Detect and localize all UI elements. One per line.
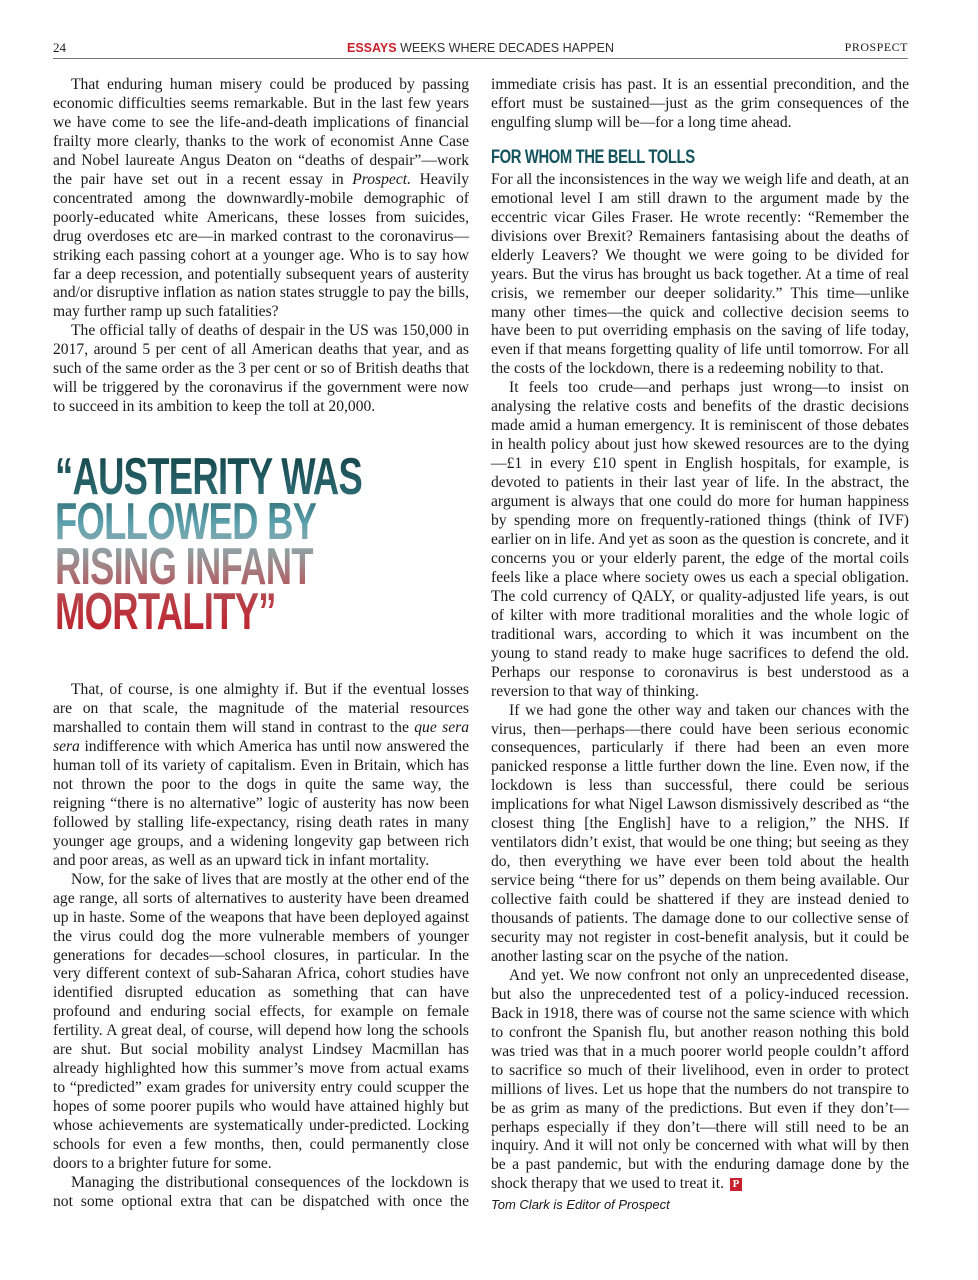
article-title: WEEKS WHERE DECADES HAPPEN xyxy=(400,41,614,55)
paragraph: If we had gone the other way and taken our chances with the virus, then—perhaps—there could have been serious economic consequences, particularly if there had been an even more panicked response a little further down the line. Even now, if the lockdown is less than successful, there could be serious implications for what Nigel Lawson dismissively described as “the closest thing [the English] have to a religion,” the NHS. If ventilators didn’t exist, that would be one thing; but seeing as they do, then everything we have ever been told about the health service being “there for us” depends on them being available. Our collective faith could be shattered if they are instead denied to thousands of patients. The damage done to our collective sense of security may not register in cost-benefit analysis, but it could be another lasting scar on the psyche of the nation. xyxy=(491,701,909,965)
text: indifference with which America has until now answered the human toll of its variety of capitalism. Even in Britain, which has not thrown the poor to the dogs in quite the same way, the reigning “there is no alternative” logic of austerity has now been followed by stalling life-expectancy, rising death rates in many younger age groups, and a widening longevity gap between rich and poor areas, as well as an upward tick in infant mortality. xyxy=(53,738,469,869)
left-column xyxy=(53,76,469,1212)
text: That enduring human misery could be produced by passing economic difficulties seems remarkable. But in the last few years we have come to see the life-and-death implications of financial frailty more clearly, thanks to the work of economist Anne Case and Nobel laureate Angus Deaton on “deaths of despair”—work the pair have set out in a recent essay in xyxy=(53,76,469,188)
byline: Tom Clark is Editor of Prospect xyxy=(491,1197,670,1213)
paragraph: Now, for the sake of lives that are mostly at the other end of the age range, all sorts of alternatives to austerity have been dreamed up in haste. Some of the weapons that have been deployed against the virus could dog the more vulnerable members of younger generations for decades—school closures, in particular. In the very different context of sub-Saharan Africa, cohort studies have identified disrupted education as something that can have profound and enduring social effects, for example on female fertility. A great deal, of course, will depend how long the schools are shut. But social mobility analyst Lindsey Macmillan has already highlighted how this summer’s move from actual exams to “predicted” exam grades for university entry could scupper the hopes of some poorer pupils who would have attained highly but whose achievements are systematically under-predicted. Locking schools for even a few months, then, could permanently close doors to a brighter future for some. xyxy=(53,870,469,1172)
pull-quote-line: MORTALITY” xyxy=(55,583,276,641)
running-header xyxy=(53,40,908,59)
text: And yet. We now confront not only an unprecedented disease, but also the unprecedented test of a policy-induced recession. Back in 1918, there was of course not the same science with which to confront the Spanish flu, but another reason nothing this bold was tried was that in a much poorer world people couldn’t afford to sacrifice so much of their livelihood, even in order to protect millions of lives. Let us hope that the numbers do not transpire to be as grim as many of the predictions. But even if they don’t—perhaps especially if they don’t—there will still need to be an inquiry. And it will not only be concerned with what will by then be a past pandemic, but with the enduring damage done by the shock therapy that we used to treat it. xyxy=(491,966,909,1193)
section-title xyxy=(53,41,908,55)
paragraph: Managing the distributional consequences of the lockdown is not some optional extra that can be dispatched with once the xyxy=(53,1173,469,1210)
paragraph xyxy=(53,76,469,322)
paragraph: immediate crisis has past. It is an essential precondition, and the effort must be sustained—just as the grim consequences of the engulfing slump will be—for a long time ahead. xyxy=(491,76,909,131)
pull-quote-line: FOLLOWED BY xyxy=(55,493,317,551)
section-label: ESSAYS xyxy=(347,41,397,55)
italic-text: Prospect. xyxy=(352,170,412,188)
pull-quote-line: RISING INFANT xyxy=(55,538,313,596)
paragraph: For all the inconsistences in the way we weigh life and death, at an emotional level I am still drawn to the argument made by the eccentric vicar Giles Fraser. He wrote recently: “Remember the divisions over Brexit? Remainers fantasising about the deaths of elderly Leavers? We thought we were going to be divided for years. But the virus has brought us back together. At a time of real crisis, we remember our deeper solidarity.” This time—unlike many other times—the quick and collective decision seems to have been to put overriding emphasis on the saving of life today, even if that means forgetting quality of life until tomorrow. For all the costs of the lockdown, there is a redeeming nobility to that. xyxy=(491,170,909,378)
end-mark-icon: P xyxy=(730,1178,742,1191)
magazine-name: PROSPECT xyxy=(844,40,908,54)
paragraph xyxy=(53,681,469,871)
paragraph: It feels too crude—and perhaps just wrong—to insist on analysing the relative costs and benefits of the drastic decisions made amid a human emergency. It is reminiscent of those debates in health policy about just how skewed resources are to the dying—£1 in every £10 spent in English hospitals, for example, is devoted to patients in their last year of life. In the abstract, the argument is always that one could do more for human happiness by spending more on frequently-rationed things (think of IVF) earlier on in life. And yet as soon as the question is concrete, and it concerns you or your elderly parent, the edge of the mortal coils feels like a place where society owes us each a special obligation. The cold currency of QALY, or quality-adjusted life years, is out of kilter with more traditional moralities and the whole logic of traditional wars, according to which it was incumbent on the young to stand ready to make huge sacrifices to defend the old. Perhaps our response to coronavirus is best understood as a reversion to that way of thinking. xyxy=(491,379,909,700)
page-number: 24 xyxy=(53,40,66,55)
italic-text: que sera sera xyxy=(53,719,469,756)
pull-quote xyxy=(55,448,405,641)
paragraph: The official tally of deaths of despair in the US was 150,000 in 2017, around 5 per cent of all American deaths that year, and as such of the same order as the 3 per cent or so of British deaths that will be triggered by the coronavirus if the government were now to succeed in its ambition to keep the toll at 20,000. xyxy=(53,322,469,416)
right-column xyxy=(491,76,909,1215)
pull-quote-line: “AUSTERITY WAS xyxy=(55,448,363,506)
subheading: FOR WHOM THE BELL TOLLS xyxy=(491,146,695,168)
paragraph xyxy=(491,967,909,1194)
text: Heavily concentrated among the downwardly-mobile demographic of poorly-educated white Americans, these losses from suicides, drug overdoses etc are—in marked contrast to the coronavirus—striking each passing cohort at a younger age. Who is to say how far a deep recession, and potentially subsequent years of austerity and/or disruptive inflation as nation states struggle to pay the bills, may further ramp up such fatalities? xyxy=(53,170,469,321)
text: That, of course, is one almighty if. But if the eventual losses are on that scale, the magnitude of the material resources marshalled to contain them will stand in contrast to the xyxy=(53,681,469,737)
